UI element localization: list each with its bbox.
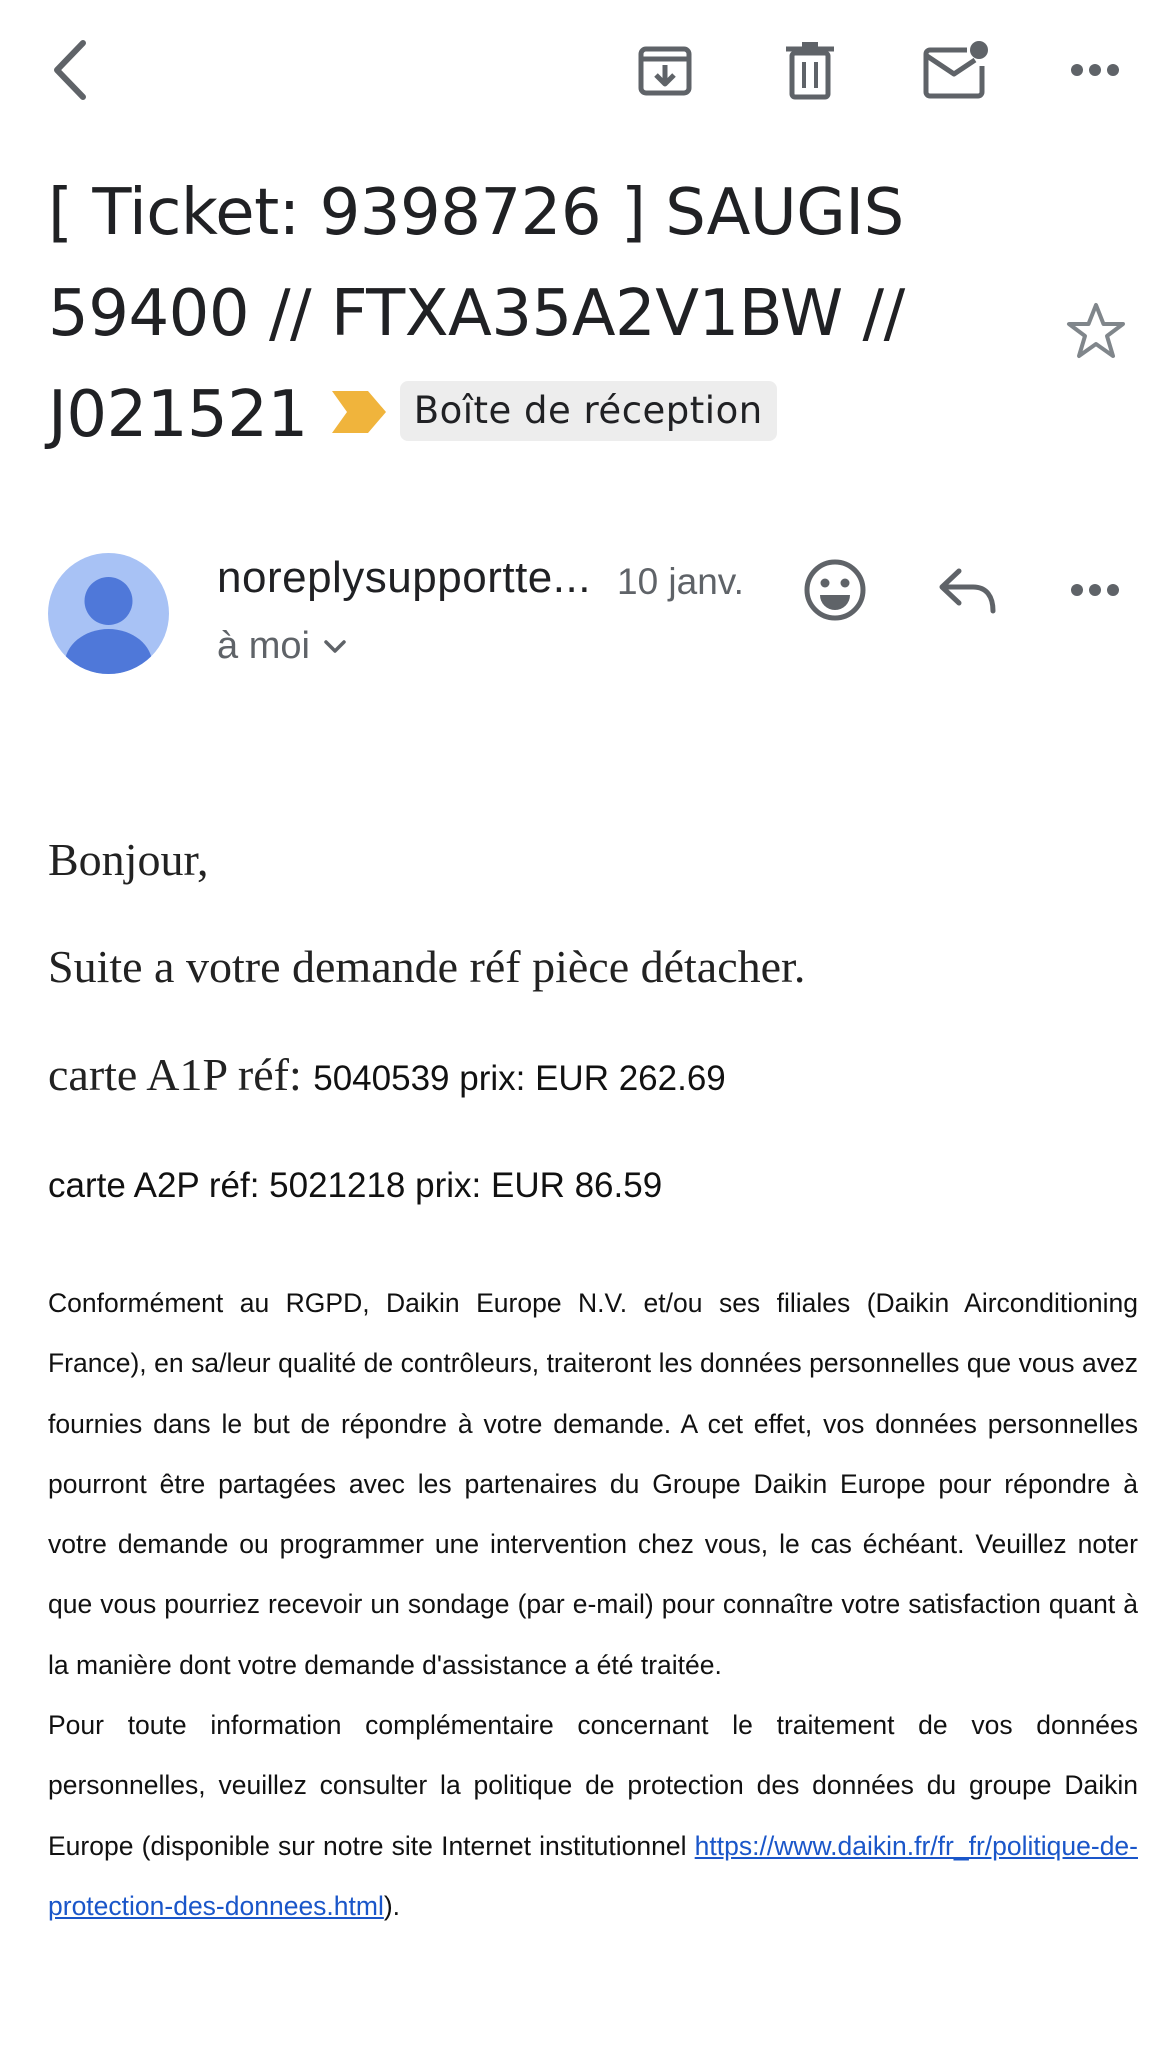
gdpr-paragraph-2 (48, 1695, 1138, 1936)
privacy-policy-link[interactable]: https://www.daikin.fr/fr_fr/politique-de-protection-des-donnees.html (48, 1830, 1138, 1921)
email-date: 10 janv. (617, 561, 744, 602)
more-horizontal-icon (1070, 583, 1120, 597)
more-horizontal-icon (1070, 63, 1120, 77)
part-a1p-price: 5040539 prix: EUR 262.69 (313, 1059, 726, 1098)
greeting-text: Bonjour, (48, 834, 209, 885)
archive-icon (636, 41, 694, 99)
inbox-label-chip[interactable]: Boîte de réception (400, 381, 777, 441)
mail-unread-icon (923, 40, 989, 100)
reply-icon (937, 565, 999, 615)
trash-icon (784, 40, 836, 100)
part-a1p-label: carte A1P réf: (48, 1049, 314, 1100)
delete-button[interactable] (775, 35, 845, 105)
subject-text: [ Ticket: 9398726 ] SAUGIS 59400 // FTXA35A2V1BW // J021521 (48, 176, 905, 452)
person-icon (48, 553, 169, 674)
reply-button[interactable] (930, 555, 1006, 625)
add-reaction-button[interactable] (797, 552, 873, 628)
part-line-a1p (48, 1048, 726, 1101)
gdpr-paragraph-1: Conformément au RGPD, Daikin Europe N.V. et/ou ses filiales (Daikin Airconditioning France), en sa/leur qualité de contrôleurs, traiteront les données personnelles que vous avez fournies dans le but de répondre à votre demande. A cet effet, vos données personnelles pourront être partagées avec les partenaires du Groupe Daikin Europe pour répondre à votre demande ou programmer une intervention chez vous, le cas échéant. Veuillez noter que vous pourriez recevoir un sondage (par e-mail) pour connaître votre satisfaction quant à la manière dont votre demande d'assistance a été traitée. (48, 1288, 1138, 1680)
request-text: Suite a votre demande réf pièce détacher. (48, 941, 806, 992)
gdpr-notice (48, 1273, 1138, 1936)
arrow-left-icon (50, 37, 90, 103)
star-button[interactable] (1060, 295, 1132, 367)
gdpr-paragraph-2-text: Pour toute information complémentaire concernant le traitement de vos données personnelles, veuillez consulter la politique de protection des données du groupe Daikin Europe (disponible sur notre site Internet institutionnel (48, 1710, 1138, 1861)
back-button[interactable] (40, 30, 100, 110)
chevron-down-icon (324, 640, 346, 654)
recipient-details-toggle[interactable] (217, 625, 346, 668)
mark-unread-button[interactable] (918, 35, 994, 105)
part-line-a2p: carte A2P réf: 5021218 prix: EUR 86.59 (48, 1166, 663, 1205)
more-options-button[interactable] (1060, 40, 1130, 100)
email-subject (48, 163, 1038, 469)
archive-button[interactable] (630, 35, 700, 105)
gdpr-paragraph-2-end: ). (383, 1890, 401, 1921)
recipient-label: à moi (217, 625, 310, 667)
message-more-button[interactable] (1060, 560, 1130, 620)
importance-marker-icon[interactable] (332, 362, 386, 463)
smiley-icon (802, 557, 868, 623)
star-outline-icon (1065, 301, 1127, 361)
avatar[interactable] (48, 553, 169, 674)
sender-name[interactable]: noreplysupportte... (217, 553, 591, 602)
